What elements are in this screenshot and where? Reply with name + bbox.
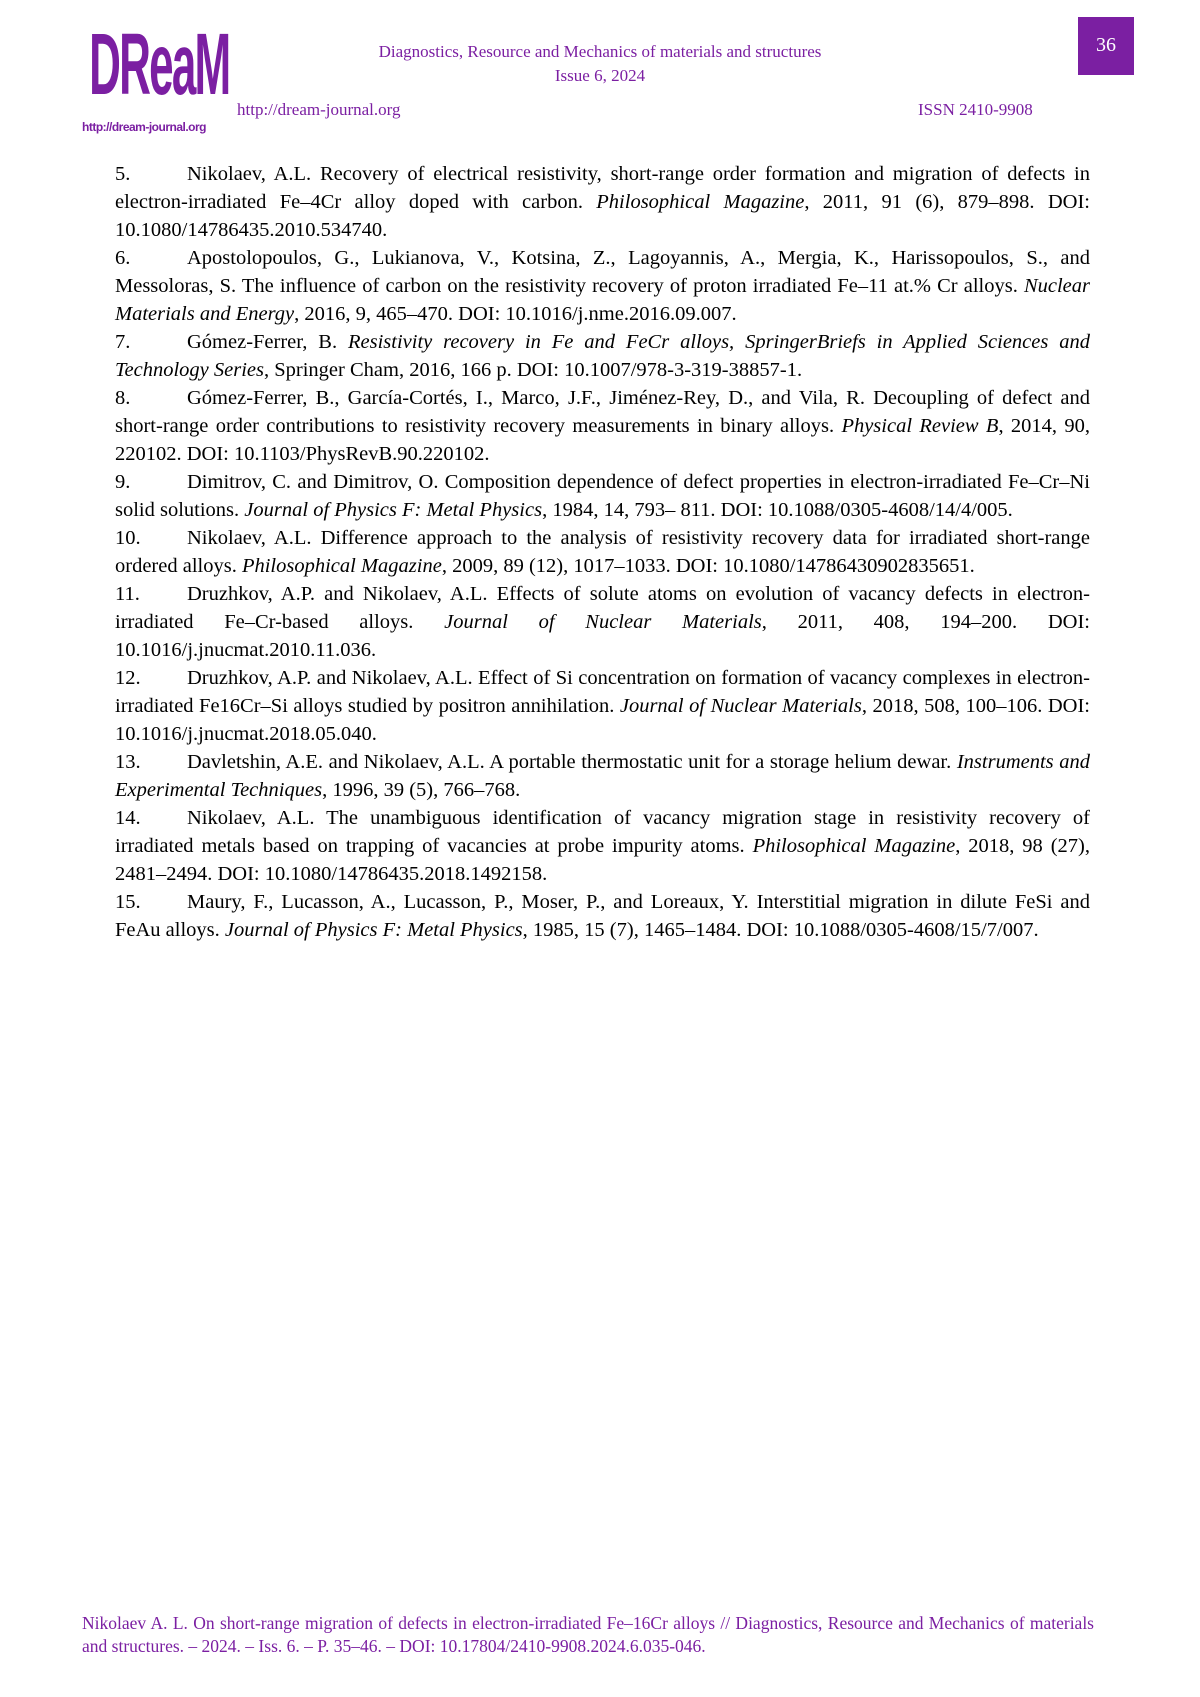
journal-logo [82, 15, 230, 134]
reference-item [115, 804, 1090, 888]
reference-number: 6. [115, 247, 131, 269]
reference-number: 14. [115, 807, 141, 829]
reference-source: Journal of Nuclear Materials [619, 695, 862, 717]
reference-number: 5. [115, 163, 131, 185]
journal-title: Diagnostics, Resource and Mechanics of materials and structures [378, 42, 822, 61]
reference-details: , 2018, 508, 100–106. DOI: 10.1016/j.jnucmat.2018.05.040. [115, 695, 1090, 745]
reference-item [115, 160, 1090, 244]
reference-item [115, 524, 1090, 580]
logo-wordmark: DReaM [89, 15, 230, 113]
reference-text: Nikolaev, A.L. Recovery of electrical resistivity, short-range order formation and migration of defects in electron-irradiated Fe–4Cr alloy doped with carbon. [115, 163, 1090, 213]
page-number-badge: 36 [1078, 17, 1134, 75]
reference-item [115, 664, 1090, 748]
reference-details: , 2011, 408, 194–200. DOI: 10.1016/j.jnucmat.2010.11.036. [115, 611, 1090, 661]
reference-number: 9. [115, 471, 131, 493]
reference-details: , Springer Cham, 2016, 166 p. DOI: 10.1007/978-3-319-38857-1. [264, 359, 803, 381]
reference-text: Druzhkov, A.P. and Nikolaev, A.L. Effect of Si concentration on formation of vacancy complexes in electron-irradiated Fe16Cr–Si alloys studied by positron annihilation. [115, 667, 1090, 717]
reference-text: Dimitrov, C. and Dimitrov, O. Composition dependence of defect properties in electron-irradiated Fe–Cr–Ni solid solutions. [115, 471, 1090, 521]
journal-issue: Issue 6, 2024 [554, 66, 646, 85]
reference-item [115, 888, 1090, 944]
reference-number: 10. [115, 527, 141, 549]
reference-list [115, 160, 1090, 944]
reference-details: , 2011, 91 (6), 879–898. DOI: 10.1080/14786435.2010.534740. [115, 191, 1091, 241]
reference-number: 7. [115, 331, 131, 353]
reference-item [115, 580, 1090, 664]
reference-item [115, 748, 1090, 804]
reference-text: Maury, F., Lucasson, A., Lucasson, P., Moser, P., and Loreaux, Y. Interstitial migration in dilute FeSi and FeAu alloys. [115, 891, 1090, 941]
reference-number: 8. [115, 387, 131, 409]
reference-source: Philosophical Magazine [241, 555, 442, 577]
reference-number: 11. [115, 583, 140, 605]
reference-source: Physical Review B [841, 415, 999, 437]
reference-details: , 2014, 90, 220102. DOI: 10.1103/PhysRevB.90.220102. [115, 415, 1091, 465]
issn: ISSN 2410-9908 [918, 100, 1033, 119]
reference-item [115, 328, 1090, 384]
reference-number: 12. [115, 667, 141, 689]
reference-details: , 2009, 89 (12), 1017–1033. DOI: 10.1080/14786430902835651. [441, 555, 975, 577]
journal-url-link[interactable]: http://dream-journal.org [237, 100, 401, 119]
reference-text: Gómez-Ferrer, B. [187, 331, 348, 353]
journal-header [300, 40, 900, 88]
reference-text: Nikolaev, A.L. Difference approach to the analysis of resistivity recovery data for irradiated short-range ordered alloys. [115, 527, 1090, 577]
reference-text: Druzhkov, A.P. and Nikolaev, A.L. Effects of solute atoms on evolution of vacancy defects in electron-irradiated Fe–Cr-based alloys. [115, 583, 1090, 633]
reference-details: , 1984, 14, 793– 811. DOI: 10.1088/0305-4608/14/4/005. [542, 499, 1013, 521]
reference-source: Journal of Physics F: Metal Physics [224, 919, 523, 941]
reference-number: 15. [115, 891, 141, 913]
footer-citation: Nikolaev A. L. On short-range migration of defects in electron-irradiated Fe–16Cr alloys // Diagnostics, Resource and Mechanics of materials and structures. – 2024. – Iss. 6. – P. 35–46. – DOI: 10.17804/2410-9908.2024.6.035-046. [82, 1613, 1094, 1656]
reference-text: Nikolaev, A.L. The unambiguous identification of vacancy migration stage in resistivity recovery of irradiated metals based on trapping of vacancies at probe impurity atoms. [115, 807, 1090, 857]
reference-source: Instruments and Experimental Techniques [115, 751, 1090, 801]
reference-source: Journal of Physics F: Metal Physics [244, 499, 543, 521]
reference-source: Nuclear Materials and Energy [115, 275, 1090, 325]
reference-details: , 1996, 39 (5), 766–768. [322, 779, 521, 801]
reference-source: Journal of Nuclear Materials [444, 611, 762, 633]
reference-item [115, 384, 1090, 468]
reference-item [115, 244, 1090, 328]
logo-url: http://dream-journal.org [82, 120, 206, 134]
reference-text: Davletshin, A.E. and Nikolaev, A.L. A portable thermostatic unit for a storage helium dewar. [187, 751, 957, 773]
reference-details: , 1985, 15 (7), 1465–1484. DOI: 10.1088/0305-4608/15/7/007. [522, 919, 1039, 941]
reference-text: Apostolopoulos, G., Lukianova, V., Kotsina, Z., Lagoyannis, A., Mergia, K., Harissopoulos, S., and Messoloras, S. The influence of carbon on the resistivity recovery of proton irradiated Fe–11 at.% Cr alloys. [115, 247, 1090, 297]
reference-source: Philosophical Magazine [596, 191, 805, 213]
reference-details: , 2018, 98 (27), 2481–2494. DOI: 10.1080/14786435.2018.1492158. [115, 835, 1091, 885]
reference-source: Resistivity recovery in Fe and FeCr alloys, SpringerBriefs in Applied Sciences and Technology Series [115, 331, 1090, 381]
reference-source: Philosophical Magazine [752, 835, 956, 857]
reference-number: 13. [115, 751, 141, 773]
reference-details: , 2016, 9, 465–470. DOI: 10.1016/j.nme.2016.09.007. [294, 303, 737, 325]
reference-item [115, 468, 1090, 524]
reference-text: Gómez-Ferrer, B., García-Cortés, I., Marco, J.F., Jiménez-Rey, D., and Vila, R. Decoupling of defect and short-range order contributions to resistivity recovery measurements in binary alloys. [115, 387, 1090, 437]
